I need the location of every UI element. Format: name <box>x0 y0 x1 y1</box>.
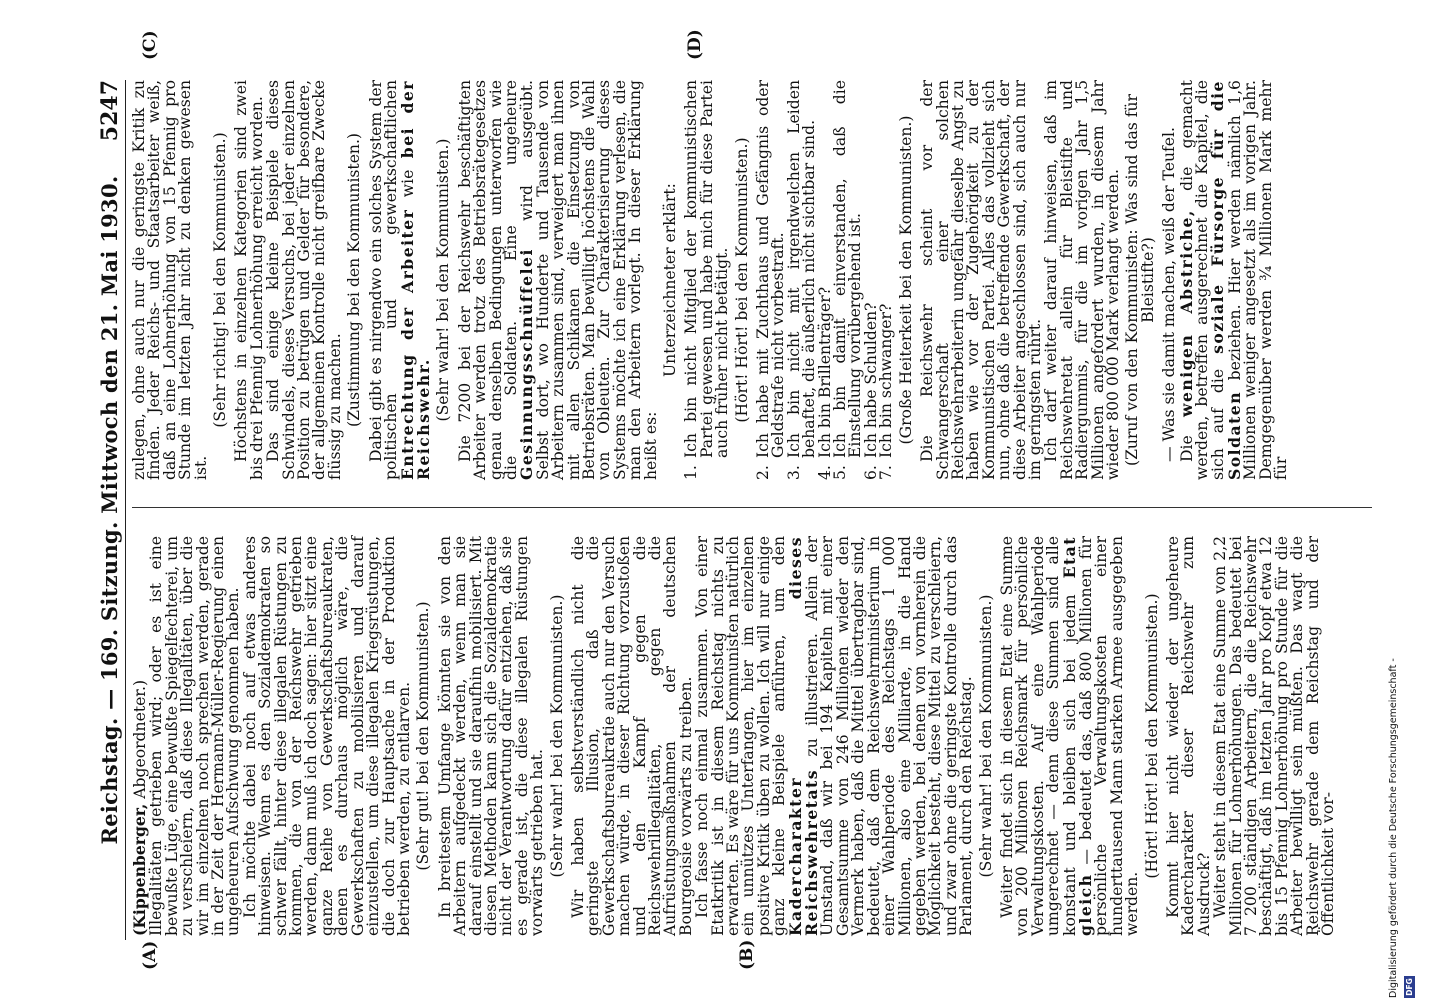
speaker-name: (Kippenberger, <box>130 803 149 936</box>
paragraph: Höchstens in einzelnen Kategorien sind zwei bis drei Pfennig Lohnerhöhung erreicht worden. <box>232 80 266 480</box>
paragraph-heading: Unterzeichneter erklärt: <box>661 183 679 377</box>
interjection: (Zustimmung bei den Kommunisten.) <box>345 132 364 428</box>
page-title: Reichstag. — 169. Sitzung. Mittwoch den 21. Mai 1930. <box>97 175 122 845</box>
interjection: (Sehr wahr! bei den Kommunisten.) <box>976 594 995 878</box>
paragraph: Ich fasse noch einmal zusammen. Von einer Etatkritik ist in diesem Reichstag nichts zu erwarten. Es wäre für uns Kommunisten natürlich ein unnützes Unterfangen, hier im einzelnen positive Kritik üben zu wollen. Ich will nur einige ganz kleine Beispiele anführen, um den Kadercharakter dieses Reichswehretats zu illustrieren. Allein der Umstand, daß wir bei 194 Kapiteln mit einer Gesamtsumme von 246 Millionen wieder den Vermerk haben, daß die Mittel übertragbar sind, bedeutet, daß dem Reichswehrministerium in einer Wahlperiode des Reichstags 1 000 Millionen, also eine Milliarde, in die Hand gegeben werden, bei denen von vornherein die Möglichkeit besteht, diese Mittel zu verschleiern, und zwar ohne die geringste Kontrolle durch das Parlament, durch den Reichstag. <box>693 536 976 936</box>
paragraph: Dabei gibt es nirgendwo ein solches System der politischen und gewerkschaftlichen Entrechtung der Arbeiter wie bei der Reichswehr. <box>366 80 433 480</box>
page-number: 5247 <box>97 80 123 142</box>
interjection: (Zuruf von den Kommunisten: Was sind das für Bleistifte?) <box>1123 93 1157 467</box>
paragraph: Weiter findet sich in diesem Etat eine Summe von 200 Millionen Reichsmark für persönliche Verwaltungskosten. Auf eine Wahlperiode umgerechnet — denn diese Summen sind alle konstant und bleiben sich bei jedem Etat gleich — bedeutet das, daß 800 Millionen für persönliche Verwaltungskosten einer hunderttausend Mann starken Armee ausgegeben werden. <box>997 536 1142 936</box>
paragraph <box>132 536 148 936</box>
emphasis: Gesinnungsschnüffelei <box>517 248 537 480</box>
interjection: (Hört! Hört! bei den Kommunisten.) <box>1142 593 1161 879</box>
list-item: 6. Ich habe Schulden? <box>861 302 880 480</box>
interjection: (Große Heiterkeit bei den Kommunisten.) <box>896 115 915 445</box>
text-column-left <box>132 536 1372 936</box>
list-item: 5. Ich bin damit einverstanden, daß die Einstellung vorübergehend ist. <box>831 80 865 480</box>
speaker-role: Abgeordneter.) <box>131 679 149 799</box>
paragraph: Ich darf weiter darauf hinweisen, daß im Reichswehretat allein für Bleistifte und Radiergummis, für die im vorigen Jahr 1,5 Millionen angefordert wurden, in diesem Jahr wieder 800 000 Mark verlangt werden. <box>1042 80 1122 480</box>
interjection: (Sehr wahr! bei den Kommunisten.) <box>547 594 566 878</box>
paragraph: Illegalitäten getrieben wird; oder es ist eine bewußte Lüge, eine bewußte Spiegelfechterei, um zu verschleiern, daß diese Illegalitäten, über die wir im einzelnen noch sprechen werden, gerade in der Zeit der Hermann-Müller-Regierung einen ungeheuren Aufschwung genommen haben. <box>147 536 243 936</box>
emphasis: soziale Fürsorge für die Soldaten <box>1208 80 1244 480</box>
paragraph: In breitestem Umfange könnten sie von den Arbeitern aufgedeckt werden, wenn man sie darauf einstellt und sie daraufhin mobilisiert. Mit diesen Methoden kann sich die Sozialdemokratie nicht der Verantwortung dafür entziehen, daß sie es gerade ist, die diese illegalen Rüstungen vorwärts getrieben hat. <box>435 536 547 936</box>
column-divider <box>132 507 1372 508</box>
interjection: (Sehr richtig! bei den Kommunisten.) <box>211 132 230 428</box>
list-item: 4. Ich bin Brillenträger? <box>815 286 834 480</box>
paragraph: Kommt hier nicht wieder der ungeheure Kadercharakter dieser Reichswehr zum Ausdruck? <box>1164 536 1213 936</box>
dfg-logo: DFG <box>1404 976 1415 998</box>
list-item: 1. Ich bin nicht Mitglied der kommunistischen Partei gewesen und habe mich für diese Partei auch früher nicht betätigt. <box>682 80 732 480</box>
paragraph: Das sind einige kleine Beispiele dieses Schwindels, dieses Versuchs, bei jeder einzelnen Position zu betrügen und Gelder für besondere, der allgemeinen Kontrolle nicht greifbare Zwecke flüssig zu machen. <box>264 80 344 480</box>
emphasis: wenigen Abstriche, <box>1176 209 1196 417</box>
paragraph: Die 7200 bei der Reichswehr beschäftigten Arbeiter werden trotz des Betriebsrätegesetzes genau denselben Bedingungen unterworfen wie die Soldaten. Eine ungeheure Gesinnungsschnüffelei wird ausgeübt. Selbst dort, wo Hunderte und Tausende von Arbeitern zusammen sind, verweigert man ihnen mit allen Schikanen die Einsetzung von Betriebsräten. Man bewilligt höchstens die Wahl von Obleuten. Zur Charakterisierung dieses Systems möchte ich eine Erklärung verlesen, die man den Arbeitern vorlegt. In dieser Erklärung heißt es: <box>455 80 660 480</box>
emphasis: bei der Reichswehr. <box>397 80 433 480</box>
paragraph: — Was sie damit machen, weiß der Teufel. <box>1160 127 1179 462</box>
interjection: (Sehr wahr! bei den Kommunisten.) <box>434 138 453 422</box>
paragraph: Weiter steht in diesem Etat eine Summe von 2,2 Millionen für Lohnerhöhungen. Das bedeutet bei 7 200 ständigen Arbeitern, die die Reichswehr beschäftigt, daß im letzten Jahr pro Kopf etwa 12 bis 15 Pfennig Lohnerhöhung pro Stunde für die Arbeiter bewilligt sein müßten. Das wagt die Reichswehr gerade dem Reichstag und der Öffentlichkeit vor- <box>1211 536 1338 936</box>
emphasis: Kadercharakter dieses Reichswehretats <box>785 536 822 936</box>
text-column-right <box>132 80 1372 480</box>
margin-marker-d: (D) <box>685 29 705 60</box>
margin-marker-b: (B) <box>737 939 757 970</box>
digitization-credit: Digitalisierung gefördert durch die Deutsche Forschungsgemeinschaft - <box>1388 658 1399 998</box>
paragraph: Die wenigen Abstriche, die gemacht werden, betreffen ausgerechnet die Kapitel, die sich auf die soziale Fürsorge für die Soldaten beziehen. Hier werden nämlich 1,6 Millionen weniger angesetzt als im vorigen Jahr. Demgegenüber werden ³⁄₄ Millionen Mark mehr für <box>1176 80 1291 480</box>
emphasis: Etat gleich <box>1059 536 1095 936</box>
page-header <box>95 80 126 940</box>
margin-marker-a: (A) <box>140 940 160 970</box>
paragraph: Ich möchte dabei noch auf etwas anderes hinweisen. Wenn es den Sozialdemokraten so schwer fällt, hinter diese illegalen Rüstungen zu kommen, die von der Reichswehr getrieben werden, dann muß ich doch sagen: hier sitzt eine ganze Reihe von Gewerkschaftsbureaukraten, denen es durchaus möglich wäre, die Gewerkschaften zu mobilisieren und darauf einzustellen, um diese illegalen Kriegsrüstungen, die doch zur Hauptsache in der Produktion betrieben werden, zu entlarven. <box>240 536 413 936</box>
interjection: (Hört! Hört! bei den Kommunisten.) <box>732 137 751 423</box>
paragraph: zulegen, ohne auch nur die geringste Kritik zu finden. Jeder Reichs- und Staatsarbeiter weiß, daß an eine Lohnerhöhung von 15 Pfennig pro Stunde im letzten Jahr nicht zu denken gewesen ist. <box>130 80 210 480</box>
list-item: 2. Ich habe mit Zuchthaus und Gefängnis oder Geldstrafe nicht vorbestraft. <box>754 80 788 480</box>
paragraph: Wir haben selbstverständlich nicht die geringste Illusion, daß die Gewerkschaftsbureaukratie auch nur den Versuch machen würde, in dieser Richtung vorzustoßen und den Kampf gegen die Reichswehrillegalitäten, gegen die Aufrüstungsmaßnahmen der deutschen Bourgeoisie vorwärts zu treiben. <box>568 536 695 936</box>
paragraph: Die Reichswehr scheint vor der Schwangerschaft einer solchen Reichswehrarbeiterin ungefähr dieselbe Angst zu haben wie vor der Zugehörigkeit zu der Kommunistischen Partei. Alles das vollzieht sich nun, ohne daß die betreffende Gewerkschaft, der diese Arbeiter angeschlossen sind, sich auch nur im geringsten rührt. <box>918 80 1044 480</box>
emphasis: Entrechtung der Arbeiter <box>397 208 417 480</box>
list-item: 3. Ich bin nicht mit irgendwelchen Leiden behaftet, die äußerlich nicht sichtbar sind. <box>784 80 819 480</box>
list-item: 7. Ich bin schwanger? <box>877 303 896 480</box>
margin-marker-c: (C) <box>140 30 160 60</box>
interjection: (Sehr gut! bei den Kommunisten.) <box>414 601 433 871</box>
